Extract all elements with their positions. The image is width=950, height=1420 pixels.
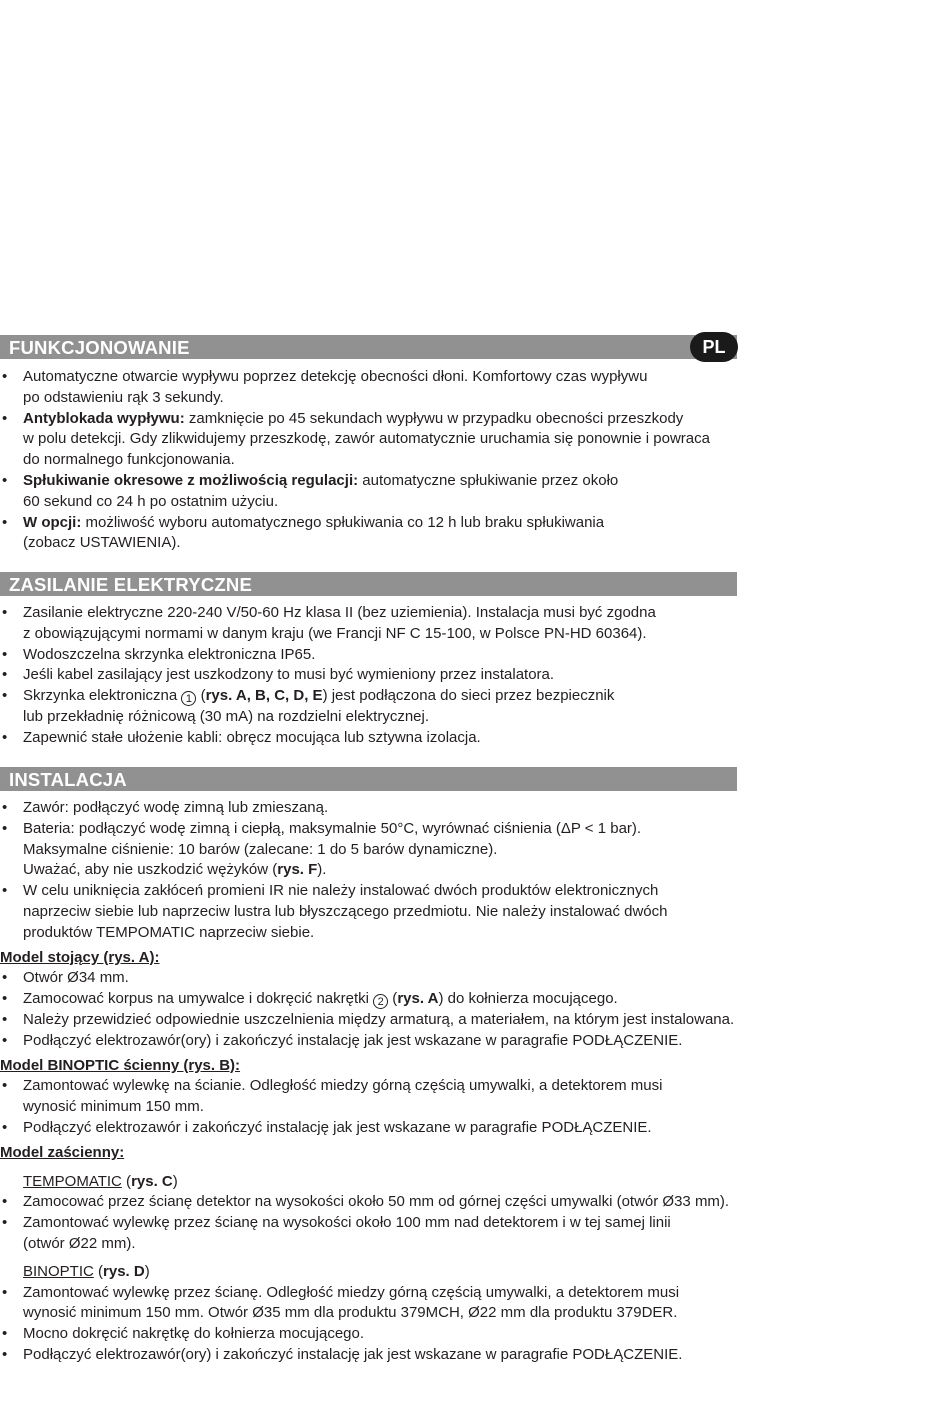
item-text: (	[93, 1262, 104, 1280]
section-header-instalacja	[0, 767, 737, 791]
item-text: wynosić minimum 150 mm. Otwór Ø35 mm dla produktu 379MCH, Ø22 mm dla produktu 379DER.	[23, 1304, 678, 1322]
section-header-funkcjonowanie	[0, 335, 737, 359]
item-text: do normalnego funkcjonowania.	[23, 451, 235, 469]
list-item	[0, 471, 745, 513]
list-item	[0, 1324, 745, 1345]
item-text: Zasilanie elektryczne 220-240 V/50-60 Hz klasa II (bez uziemienia). Instalacja musi być zgodna	[23, 604, 656, 621]
item-text: Mocno dokręcić nakrętkę do kołnierza mocującego.	[23, 1325, 365, 1343]
item-text: Jeśli kabel zasilający jest uszkodzony to musi być wymieniony przez instalatora.	[23, 666, 555, 684]
list-item	[0, 686, 745, 728]
section-body-zasilanie	[0, 603, 745, 749]
figure-ref: rys. C	[131, 1172, 173, 1190]
list-item	[0, 1345, 745, 1366]
list-item	[0, 409, 745, 471]
figure-ref: rys. A	[397, 990, 439, 1008]
product-name: TEMPOMATIC	[23, 1172, 122, 1190]
item-text: Zamontować wylewkę na ścianie. Odległość miedzy górną częścią umywalki, a detektorem musi	[23, 1077, 663, 1095]
section-title: FUNKCJONOWANIE	[9, 337, 190, 358]
item-text: (	[121, 1172, 132, 1190]
list-item	[0, 1192, 745, 1213]
subheading-binoptic	[0, 1262, 745, 1283]
language-badge: PL	[690, 332, 738, 362]
section-body-funkcjonowanie	[0, 367, 745, 554]
list-item	[0, 728, 745, 749]
item-text: Zamontować wylewkę przez ścianę na wysokości około 100 mm nad detektorem i w tej samej linii	[23, 1214, 671, 1232]
model-heading: Model BINOPTIC ścienny (rys. B):	[0, 1056, 241, 1074]
item-text: Zamocować korpus na umywalce i dokręcić nakrętki	[23, 990, 374, 1008]
item-text: ).	[317, 861, 327, 879]
item-text: Maksymalne ciśnienie: 10 barów (zalecane: 1 do 5 barów dynamiczne).	[23, 840, 498, 858]
section-title: ZASILANIE ELEKTRYCZNE	[9, 574, 252, 595]
item-text: ) do kołnierza mocującego.	[438, 990, 618, 1008]
item-text: Zamontować wylewkę przez ścianę. Odległość miedzy górną częścią umywalki, a detektorem musi	[23, 1283, 680, 1301]
item-label: W opcji:	[23, 513, 82, 531]
item-text: (	[388, 990, 398, 1008]
item-text: po odstawieniu rąk 3 sekundy.	[23, 388, 224, 406]
section-title: INSTALACJA	[9, 769, 127, 790]
item-text: Wodoszczelna skrzynka elektroniczna IP65.	[23, 645, 316, 663]
section-body-instalacja	[0, 798, 745, 1366]
list-item	[0, 819, 745, 881]
item-label: Spłukiwanie okresowe z możliwością regulacji:	[23, 471, 359, 489]
item-text: )	[172, 1172, 178, 1190]
item-text: (otwór Ø22 mm).	[23, 1234, 136, 1252]
list-item	[0, 603, 745, 645]
item-text: z obowiązującymi normami w danym kraju (we Francji NF C 15-100, w Polsce PN-HD 60364).	[23, 624, 647, 642]
item-text: (	[196, 687, 206, 705]
list-item	[0, 1118, 745, 1139]
item-text: Otwór Ø34 mm.	[23, 969, 129, 987]
list-item	[0, 989, 745, 1010]
subheading-tempomatic	[0, 1172, 745, 1193]
item-text: Podłączyć elektrozawór(ory) i zakończyć instalację jak jest wskazane w paragrafie PODŁĄCZENIE.	[23, 1345, 683, 1363]
item-text: lub przekładnię różnicową (30 mA) na rozdzielni elektrycznej.	[23, 707, 430, 725]
item-label: Antyblokada wypływu:	[23, 409, 185, 427]
figure-ref: rys. A, B, C, D, E	[205, 687, 323, 705]
item-text: Bateria: podłączyć wodę zimną i ciepłą, maksymalnie 50°C, wyrównać ciśnienia (ΔP < 1 bar).	[23, 819, 642, 837]
list-item	[0, 1076, 745, 1118]
item-text: Uważać, aby nie uszkodzić wężyków (	[23, 861, 278, 879]
item-text: automatyczne spłukiwanie przez około	[358, 471, 619, 489]
item-text: Zawór: podłączyć wodę zimną lub zmieszaną.	[23, 799, 329, 816]
item-text: Podłączyć elektrozawór i zakończyć instalację jak jest wskazane w paragrafie PODŁĄCZENIE.	[23, 1118, 652, 1136]
item-text: Zapewnić stałe ułożenie kabli: obręcz mocująca lub sztywna izolacja.	[23, 728, 481, 746]
product-name: BINOPTIC	[23, 1262, 94, 1280]
circled-number-2: 2	[373, 994, 388, 1009]
item-text: Podłączyć elektrozawór(ory) i zakończyć instalację jak jest wskazane w paragrafie PODŁĄCZENIE.	[23, 1031, 683, 1049]
item-text: W celu uniknięcia zakłóceń promieni IR nie należy instalować dwóch produktów elektronicznych	[23, 882, 659, 900]
item-text: naprzeciw siebie lub naprzeciw lustra lub błyszczącego przedmiotu. Nie należy instalować dwóch	[23, 902, 668, 920]
item-text: (zobacz USTAWIENIA).	[23, 534, 181, 552]
item-text: )	[144, 1262, 150, 1280]
model-heading: Model zaścienny:	[0, 1143, 125, 1161]
list-item	[0, 665, 745, 686]
list-item	[0, 645, 745, 666]
list-item	[0, 513, 745, 555]
item-text: ) jest podłączona do sieci przez bezpiecznik	[322, 687, 615, 705]
item-text: wynosić minimum 150 mm.	[23, 1098, 204, 1116]
figure-ref: rys. D	[103, 1262, 145, 1280]
item-text: produktów TEMPOMATIC naprzeciw siebie.	[23, 923, 315, 941]
item-text: Skrzynka elektroniczna	[23, 687, 182, 705]
list-item	[0, 798, 745, 819]
list-item	[0, 968, 745, 989]
model-heading: Model stojący (rys. A):	[0, 948, 160, 966]
item-text: zamknięcie po 45 sekundach wypływu w przypadku obecności przeszkody	[184, 409, 684, 427]
list-item	[0, 1213, 745, 1255]
item-text: Automatyczne otwarcie wypływu poprzez detekcję obecności dłoni. Komfortowy czas wypływu	[23, 368, 648, 385]
item-text: Zamocować przez ścianę detektor na wysokości około 50 mm od górnej części umywalki (otwór Ø33 mm).	[23, 1193, 730, 1211]
item-text: Należy przewidzieć odpowiednie uszczelnienia między armaturą, a materiałem, na którym jest instalowana.	[23, 1010, 735, 1028]
list-item	[0, 1010, 745, 1031]
item-text: możliwość wyboru automatycznego spłukiwania co 12 h lub braku spłukiwania	[81, 513, 605, 531]
section-header-zasilanie	[0, 572, 737, 596]
list-item	[0, 1283, 745, 1325]
item-text: w polu detekcji. Gdy zlikwidujemy przeszkodę, zawór automatycznie uruchamia się ponownie i powraca	[23, 430, 710, 448]
figure-ref: rys. F	[277, 861, 318, 879]
circled-number-1: 1	[181, 691, 196, 706]
list-item	[0, 881, 745, 943]
item-text: 60 sekund co 24 h po ostatnim użyciu.	[23, 492, 279, 510]
list-item	[0, 367, 745, 409]
list-item	[0, 1031, 745, 1052]
